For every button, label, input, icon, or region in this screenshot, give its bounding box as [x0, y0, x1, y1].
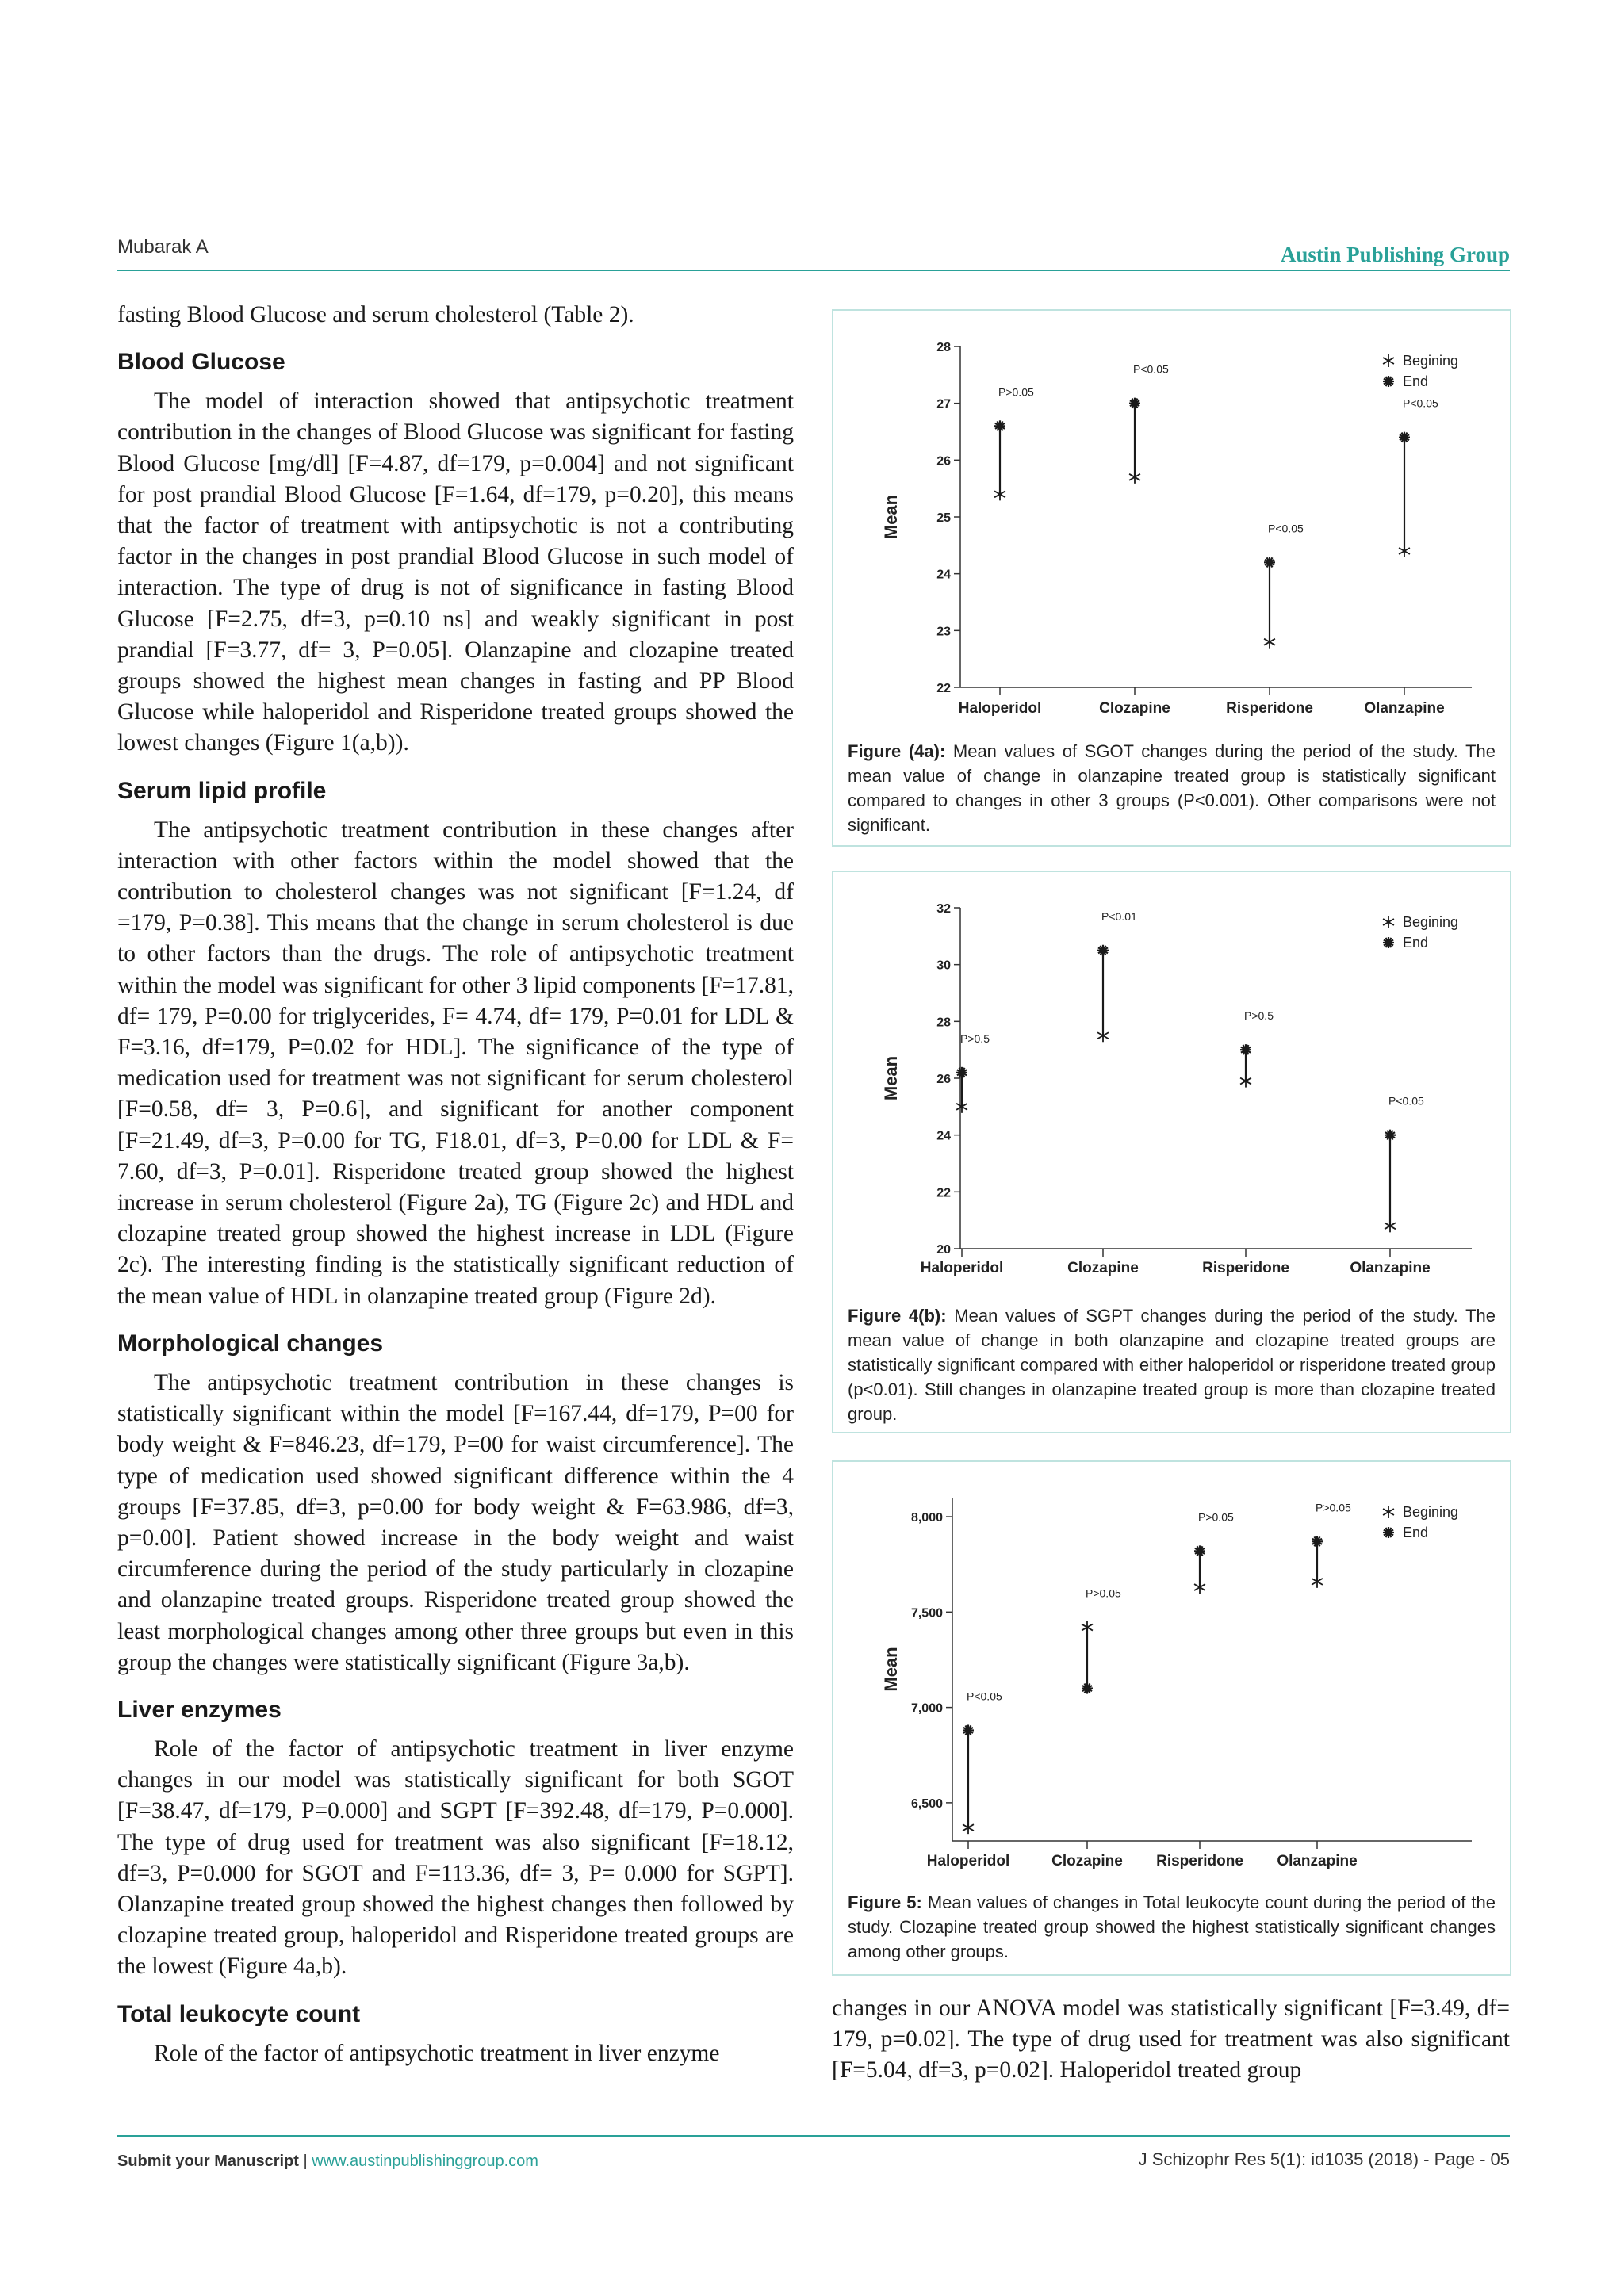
p-value-annotation: P<0.05: [1403, 396, 1438, 410]
x-tick-label: Clozapine: [1051, 1853, 1123, 1869]
end-marker: [956, 1067, 967, 1078]
p-value-annotation: P<0.05: [1133, 362, 1169, 376]
figure-4a: [832, 309, 1511, 847]
y-tick-label: 7,000: [910, 1701, 943, 1716]
paragraph-morphological: The antipsychotic treatment contribution in these changes is statistically significant within the model [F=167.44, df=179, P=00 for body weight & F=846.23, df=179, P=00 for waist circumference]. The type of medication used showed significant difference within the 4 groups [F=37.85, df=3, p=0.00 for body weight & F=63.986, df=3, p=0.00]. Patient showed increase in the body weight and waist circumference during the period of the study particularly in clozapine and olanzapine treated groups. Risperidone treated group showed the least morphological changes among other three groups but even in this group the changes were statistically significant (Figure 3a,b).: [117, 1369, 794, 1675]
paragraph-leukocyte-continued: changes in our ANOVA model was statistically significant [F=3.49, df= 179, p=0.02]. The type of drug used for treatment was also significant [F=5.04, df=3, p=0.02]. Haloperidol treated group: [832, 1996, 1510, 2084]
paragraph-blood-glucose: The model of interaction showed that antipsychotic treatment contribution in the changes of Blood Glucose was significant for fasting Blood Glucose [mg/dl] [F=4.87, df=179, p=0.004] and not significant for post prandial Blood Glucose [F=1.64, df=179, p=0.20], this means that the factor of treatment with antipsychotic is not a contributing factor in the changes in post prandial Blood Glucose in such model of interaction. The type of drug is not of significance in fasting Blood Glucose [F=2.75, df=3, p=0.10 ns] and weakly significant in post prandial [F=3.77, df= 3, P=0.05]. Olanzapine and clozapine treated groups showed the highest mean changes in fasting and PP Blood Glucose while haloperidol and Risperidone treated groups showed the lowest changes (Figure 1(a,b)).: [117, 388, 794, 756]
begining-marker: [1312, 1575, 1323, 1588]
y-tick-label: 24: [936, 568, 951, 582]
end-marker: [1312, 1536, 1323, 1547]
figure-4a-caption: [848, 739, 1496, 837]
y-tick-label: 30: [936, 959, 951, 973]
end-marker: [1264, 557, 1275, 568]
caption-text: Mean values of SGPT changes during the period of the study. The mean value of change in both olanzapine and clozapine treated groups are statistically significant compared with either haloperidol or risperidone treated group (p<0.01). Still changes in olanzapine treated group is more than clozapine treated group.: [848, 1306, 1496, 1424]
page-header: [117, 235, 1510, 271]
x-tick-label: Olanzapine: [1364, 700, 1445, 717]
caption-text: Mean values of SGOT changes during the period of the study. The mean value of change in olanzapine treated group is statistically significant compared to changes in other 3 groups (P<0.001). Other comparisons were not significant.: [848, 741, 1496, 835]
begining-marker: [1129, 471, 1140, 484]
section-title-leukocyte: Total leukocyte count: [117, 2000, 361, 2027]
figure-4b: [832, 871, 1511, 1433]
end-marker: [963, 1724, 974, 1735]
y-tick-label: 26: [936, 454, 951, 469]
section-title-serum-lipid: Serum lipid profile: [117, 777, 327, 804]
legend-begining-label: Begining: [1403, 353, 1459, 369]
y-axis-label: Mean: [881, 1647, 901, 1692]
legend-end-label: End: [1403, 935, 1429, 951]
footer-submit: [117, 2152, 538, 2171]
begining-marker: [1194, 1581, 1205, 1594]
figure-4b-caption: [848, 1303, 1496, 1426]
x-tick-label: Clozapine: [1099, 700, 1170, 717]
x-tick-label: Olanzapine: [1350, 1260, 1431, 1276]
y-tick-label: 8,000: [910, 1511, 943, 1525]
caption-label: Figure (4a):: [848, 741, 946, 761]
end-marker: [994, 420, 1005, 431]
p-value-annotation: P<0.05: [967, 1689, 1002, 1703]
caption-text: Mean values of changes in Total leukocyte count during the period of the study. Clozapine treated group showed the highest statistically significant changes among other groups.: [848, 1892, 1496, 1961]
y-tick-label: 22: [936, 1186, 951, 1200]
begining-marker: [994, 488, 1005, 500]
begining-marker: [956, 1100, 967, 1113]
begining-marker: [1399, 545, 1410, 557]
y-tick-label: 26: [936, 1073, 951, 1086]
p-value-annotation: P>0.05: [1198, 1510, 1234, 1524]
p-value-annotation: P>0.05: [1316, 1501, 1351, 1514]
end-marker: [1194, 1545, 1205, 1556]
p-value-annotation: P>0.5: [960, 1031, 990, 1045]
end-marker: [1385, 1130, 1396, 1141]
begining-marker: [1240, 1075, 1251, 1088]
end-marker: [1097, 945, 1109, 956]
end-marker: [1129, 398, 1140, 409]
x-tick-label: Risperidone: [1202, 1260, 1289, 1276]
legend-begining-label: Begining: [1403, 1504, 1459, 1520]
y-axis-label: Mean: [881, 1055, 901, 1101]
page-footer: [117, 2135, 1510, 2184]
legend-begining-marker: [1383, 354, 1394, 367]
x-tick-label: Clozapine: [1067, 1260, 1139, 1276]
begining-marker: [1082, 1621, 1093, 1634]
legend-end-label: End: [1403, 1525, 1429, 1540]
x-tick-label: Haloperidol: [958, 700, 1042, 717]
p-value-annotation: P>0.5: [1244, 1009, 1274, 1023]
begining-marker: [1264, 636, 1275, 649]
publisher-name: Austin Publishing Group: [1280, 243, 1510, 266]
legend-end-marker: [1383, 1527, 1394, 1538]
footer-url-link[interactable]: www.austinpublishinggroup.com: [312, 2152, 538, 2170]
x-tick-label: Haloperidol: [926, 1853, 1010, 1869]
section-title-blood-glucose: Blood Glucose: [117, 349, 285, 376]
p-value-annotation: P>0.05: [998, 385, 1034, 399]
p-value-annotation: P<0.01: [1101, 909, 1137, 923]
caption-label: Figure 5:: [848, 1892, 922, 1912]
caption-label: Figure 4(b):: [848, 1306, 947, 1326]
p-value-annotation: P>0.05: [1086, 1586, 1121, 1600]
x-tick-label: Haloperidol: [920, 1260, 1004, 1276]
x-tick-label: Risperidone: [1226, 700, 1313, 717]
footer-citation: J Schizophr Res 5(1): id1035 (2018) - Page - 05: [1138, 2149, 1510, 2169]
end-marker: [1240, 1044, 1251, 1055]
y-tick-label: 20: [936, 1243, 951, 1257]
begining-marker: [963, 1821, 974, 1834]
y-tick-label: 22: [936, 682, 951, 695]
y-tick-label: 24: [936, 1129, 951, 1143]
footer-separator: |: [298, 2152, 312, 2170]
y-tick-label: 32: [936, 902, 951, 916]
y-tick-label: 27: [936, 397, 951, 411]
intro-paragraph: fasting Blood Glucose and serum cholesterol (Table 2).: [117, 302, 634, 327]
legend-begining-label: Begining: [1403, 914, 1459, 930]
paragraph-serum-lipid: The antipsychotic treatment contribution in these changes after interaction with other factors within the model showed that the contribution to cholesterol changes was not significant [F=1.24, df =179, P=0.38]. This means that the change in serum cholesterol is due to other factors than the drugs. The role of antipsychotic treatment within the model was significant for other 3 lipid components [F=17.81, df= 179, P=0.00 for triglycerides, F= 4.74, df= 179, P=0.01 for LDL & F=3.16, df=179, P=0.02 for HDL]. The significance of the type of medication used for treatment was not significant for serum cholesterol [F=0.58, df= 3, P=0.6], and significant for another component [F=21.49, df=3, P=0.00 for TG, F18.01, df=3, P=0.00 for LDL & F= 7.60, df=3, P=0.01]. Risperidone treated group showed the highest increase in serum cholesterol (Figure 2a), TG (Figure 2c) and HDL and clozapine treated group showed the highest increase in LDL (Figure 2c). The interesting finding is the statistically significant reduction of the mean value of HDL in olanzapine treated group (Figure 2d).: [117, 817, 794, 1309]
y-tick-label: 7,500: [910, 1606, 943, 1621]
y-tick-label: 25: [936, 511, 951, 525]
figure-5-caption: [848, 1890, 1496, 1964]
right-column-text: [832, 1993, 1510, 2087]
chart-leukocyte: [833, 1462, 1510, 1890]
section-title-liver-enzymes: Liver enzymes: [117, 1696, 282, 1723]
section-title-morphological: Morphological changes: [117, 1330, 384, 1357]
y-axis-label: Mean: [881, 494, 901, 540]
chart-sgot: [833, 311, 1510, 739]
submit-label: Submit your Manuscript: [117, 2152, 299, 2170]
figure-5: [832, 1460, 1511, 1976]
begining-marker: [1385, 1219, 1396, 1232]
end-marker: [1399, 432, 1410, 443]
paragraph-leukocyte: Role of the factor of antipsychotic treatment in liver enzyme: [154, 2040, 720, 2066]
legend-end-label: End: [1403, 373, 1429, 389]
p-value-annotation: P<0.05: [1388, 1094, 1424, 1108]
legend-begining-marker: [1383, 1506, 1394, 1518]
y-tick-label: 28: [936, 1016, 951, 1030]
y-tick-label: 28: [936, 341, 951, 354]
chart-sgpt: [833, 872, 1510, 1300]
y-tick-label: 23: [936, 625, 951, 639]
left-column: [117, 300, 794, 2069]
legend-begining-marker: [1383, 916, 1394, 928]
end-marker: [1082, 1683, 1093, 1694]
begining-marker: [1097, 1029, 1109, 1042]
p-value-annotation: P<0.05: [1268, 522, 1304, 535]
paragraph-liver-enzymes: Role of the factor of antipsychotic treatment in liver enzyme changes in our model was statistically significant for both SGOT [F=38.47, df=179, P=0.000] and SGPT [F=392.48, df=179, P=0.000]. The type of drug used for treatment was also significant [F=18.12, df=3, P=0.000 for SGOT and F=113.36, df= 3, P= 0.000 for SGPT]. Olanzapine treated group showed the highest changes then followed by clozapine treated group, haloperidol and Risperidone treated groups are the lowest (Figure 4a,b).: [117, 1735, 794, 1980]
legend-end-marker: [1383, 937, 1394, 948]
y-tick-label: 6,500: [910, 1797, 943, 1811]
running-author: Mubarak A: [117, 236, 209, 258]
x-tick-label: Olanzapine: [1277, 1853, 1358, 1869]
legend-end-marker: [1383, 376, 1394, 387]
x-tick-label: Risperidone: [1156, 1853, 1243, 1869]
